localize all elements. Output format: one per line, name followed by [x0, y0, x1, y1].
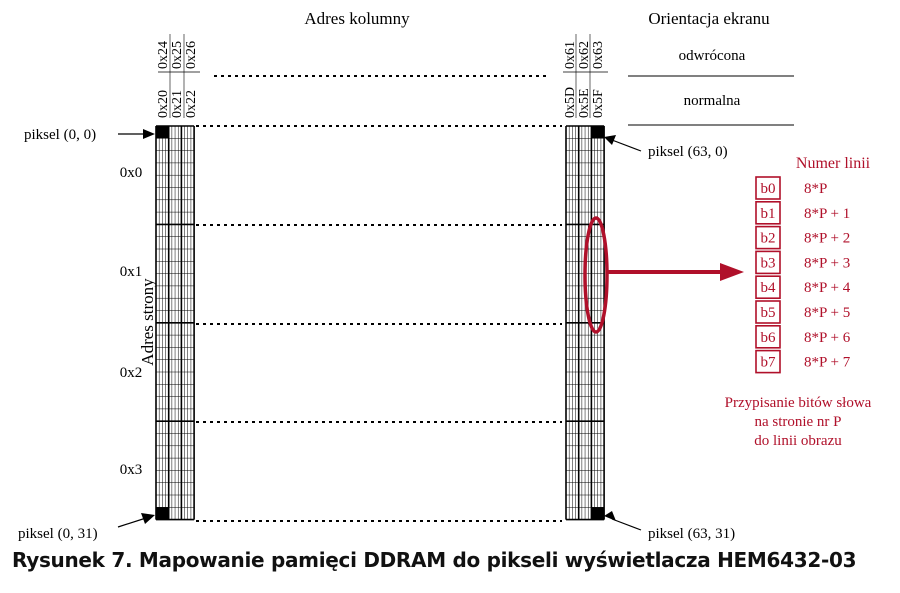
column-labels-left — [156, 41, 199, 118]
bit-description-line: Przypisanie bitów słowa — [724, 395, 872, 411]
bit-label: b6 — [760, 329, 776, 346]
page-label: 0x2 — [119, 365, 143, 381]
arrow-head — [604, 135, 616, 145]
arrow-head — [141, 513, 155, 524]
pixel-label-top-right: piksel (63, 0) — [648, 144, 728, 160]
column-label: 0x5D — [563, 86, 578, 118]
corner-pixel — [156, 507, 169, 519]
page-label: 0x0 — [119, 165, 143, 181]
bit-row — [756, 227, 850, 249]
pixel-label-bottom-left: piksel (0, 31) — [18, 526, 98, 542]
bit-label: b1 — [760, 205, 776, 222]
page-address-label: Adres strony — [138, 278, 157, 366]
arrow-head — [604, 511, 616, 521]
corner-pixel — [591, 507, 604, 519]
line-number-label: 8*P + 4 — [804, 280, 851, 297]
orientation-title: Orientacja ekranu — [648, 9, 770, 28]
corner-pixel — [591, 126, 604, 138]
column-label: 0x5E — [577, 88, 592, 118]
arrow-head — [143, 129, 155, 139]
column-label: 0x61 — [563, 41, 578, 69]
bit-row — [756, 301, 850, 323]
pixel-label-top-left: piksel (0, 0) — [24, 127, 97, 143]
column-label: 0x63 — [591, 41, 606, 69]
bit-label: b4 — [760, 280, 776, 297]
column-label: 0x22 — [184, 90, 199, 118]
bit-label: b2 — [760, 230, 776, 247]
line-number-label: 8*P + 5 — [804, 305, 851, 321]
bit-row — [756, 326, 851, 348]
page-label: 0x1 — [119, 264, 143, 280]
bit-label: b3 — [760, 255, 776, 272]
column-label: 0x24 — [156, 41, 171, 69]
corner-pixel — [156, 126, 169, 138]
pixel-arrow — [612, 140, 641, 151]
line-number-label: 8*P — [804, 181, 828, 197]
column-label: 0x20 — [156, 90, 171, 118]
line-number-label: 8*P + 2 — [804, 230, 851, 247]
figure-caption: Rysunek 7. Mapowanie pamięci DDRAM do pikseli wyświetlacza HEM6432-03 — [12, 548, 857, 572]
orientation-option-reversed: odwrócona — [678, 48, 746, 64]
column-address-title: Adres kolumny — [304, 9, 410, 28]
pixel-arrow — [612, 519, 641, 530]
pixel-grid-left — [156, 126, 194, 520]
mapping-arrow-head — [720, 263, 744, 281]
pixel-label-bottom-right: piksel (63, 31) — [648, 526, 736, 542]
bit-label: b5 — [760, 305, 776, 321]
bit-row — [756, 351, 851, 373]
column-label: 0x5F — [591, 89, 606, 118]
bit-mapping-rows — [756, 177, 851, 373]
bit-row — [756, 177, 827, 199]
pixel-arrow — [118, 518, 146, 527]
bit-description-line: do linii obrazu — [754, 433, 842, 449]
column-label: 0x25 — [170, 41, 185, 69]
bit-label: b0 — [760, 181, 776, 197]
column-label: 0x26 — [184, 41, 199, 69]
bit-row — [756, 202, 850, 224]
bit-label: b7 — [760, 354, 776, 371]
column-label: 0x21 — [170, 90, 185, 118]
line-number-label: 8*P + 7 — [804, 354, 851, 371]
bit-description-line: na stronie nr P — [754, 414, 842, 430]
column-label: 0x62 — [577, 41, 592, 69]
page-label: 0x3 — [119, 462, 143, 478]
pixel-grid-right — [566, 126, 604, 520]
column-labels-right — [563, 41, 606, 118]
line-number-label: 8*P + 1 — [804, 205, 851, 222]
line-number-label: 8*P + 6 — [804, 329, 851, 346]
bit-row — [756, 276, 851, 298]
line-number-label: 8*P + 3 — [804, 255, 851, 272]
line-number-header: Numer linii — [795, 155, 871, 172]
orientation-option-normal: normalna — [683, 93, 741, 109]
bit-row — [756, 251, 850, 273]
